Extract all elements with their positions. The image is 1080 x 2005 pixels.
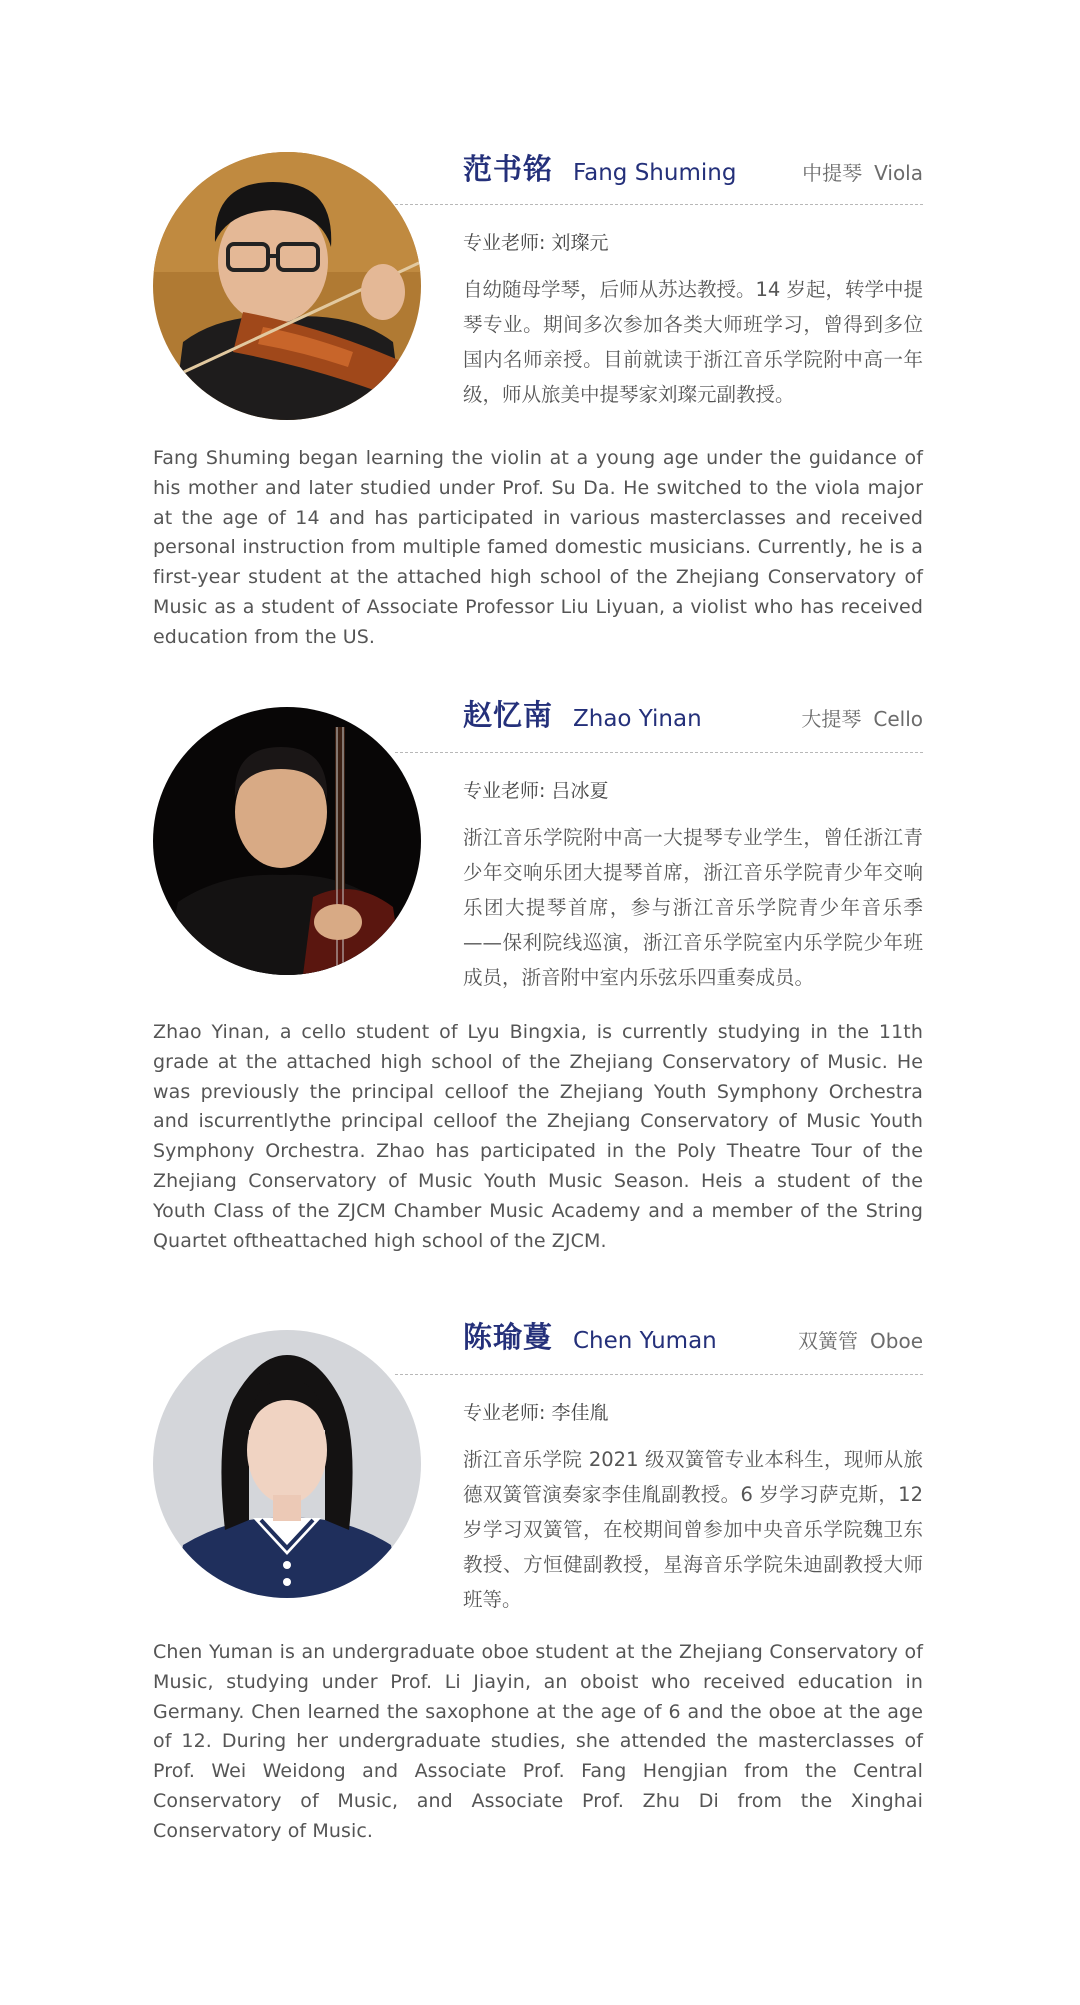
name-english: Chen Yuman	[573, 1328, 717, 1354]
instrument-label	[801, 703, 923, 732]
name-english: Fang Shuming	[573, 160, 737, 186]
teacher-line: 专业老师: 吕冰夏	[463, 780, 609, 802]
profile-header	[463, 696, 923, 742]
bio-chinese: 浙江音乐学院 2021 级双簧管专业本科生，现师从旅德双簧管演奏家李佳胤副教授。6 岁学习萨克斯，12 岁学习双簧管，在校期间曾参加中央音乐学院魏卫东教授、方恒健副教授，星海音乐学院朱迪副教授大师班等。	[463, 1448, 923, 1611]
name-chinese: 范书铭	[463, 152, 554, 186]
instrument-label	[802, 157, 923, 186]
teacher-line: 专业老师: 李佳胤	[463, 1402, 609, 1424]
name-chinese: 陈瑜蔓	[463, 1320, 554, 1354]
instrument-english: Viola	[874, 161, 923, 185]
instrument-chinese: 中提琴	[802, 161, 863, 185]
instrument-label	[798, 1325, 923, 1354]
instrument-english: Cello	[873, 707, 923, 731]
bio-chinese: 浙江音乐学院附中高一大提琴专业学生，曾任浙江青少年交响乐团大提琴首席，浙江音乐学院青少年交响乐团大提琴首席，参与浙江音乐学院青少年音乐季——保利院线巡演，浙江音乐学院室内乐学院少年班成员，浙音附中室内乐弦乐四重奏成员。	[463, 826, 923, 989]
bio-chinese: 自幼随母学琴，后师从苏达教授。14 岁起，转学中提琴专业。期间多次参加各类大师班学习，曾得到多位国内名师亲授。目前就读于浙江音乐学院附中高一年级，师从旅美中提琴家刘璨元副教授。	[463, 278, 924, 406]
name-english: Zhao Yinan	[573, 706, 702, 732]
name-chinese: 赵忆南	[463, 698, 554, 732]
portrait-photo	[153, 1330, 421, 1598]
portrait-photo	[153, 707, 421, 975]
instrument-english: Oboe	[870, 1329, 923, 1353]
portrait-photo	[153, 152, 421, 420]
teacher-line: 专业老师: 刘璨元	[463, 232, 609, 254]
instrument-chinese: 双簧管	[798, 1329, 859, 1353]
instrument-chinese: 大提琴	[801, 707, 862, 731]
profile-header	[463, 1318, 923, 1364]
profile-header	[463, 150, 923, 196]
bio-english: Fang Shuming began learning the violin at a young age under the guidance of his mother and later studied under Prof. Su Da. He switched to the viola major at the age of 14 and has participated in various masterclasses and received personal instruction from multiple famed domestic musicians. Currently, he is a first-year student at the attached high school of the Zhejiang Conservatory of Music as a student of Associate Professor Liu Liyuan, a violist who has received education from the US.	[153, 447, 923, 648]
bio-english: Zhao Yinan, a cello student of Lyu Bingxia, is currently studying in the 11th grade at the attached high school of the Zhejiang Conservatory of Music. He was previously the principal celloof the Zhejiang Youth Symphony Orchestra and iscurrentlythe principal celloof the Zhejiang Conservatory of Music Youth Symphony Orchestra. Zhao has participated in the Poly Theatre Tour of the Zhejiang Conservatory of Music Youth Music Season. Heis a student of the Youth Class of the ZJCM Chamber Music Academy and a member of the String Quartet oftheattached high school of the ZJCM.	[153, 1021, 923, 1252]
dashed-divider	[395, 204, 923, 205]
dashed-divider	[395, 752, 923, 753]
dashed-divider	[395, 1374, 923, 1375]
bio-english: Chen Yuman is an undergraduate oboe student at the Zhejiang Conservatory of Music, studying under Prof. Li Jiayin, an oboist who received education in Germany. Chen learned the saxophone at the age of 6 and the oboe at the age of 12. During her undergraduate studies, she attended the masterclasses of Prof. Wei Weidong and Associate Prof. Fang Hengjian from the Central Conservatory of Music, and Associate Prof. Zhu Di from the Xinghai Conservatory of Music.	[153, 1641, 923, 1842]
